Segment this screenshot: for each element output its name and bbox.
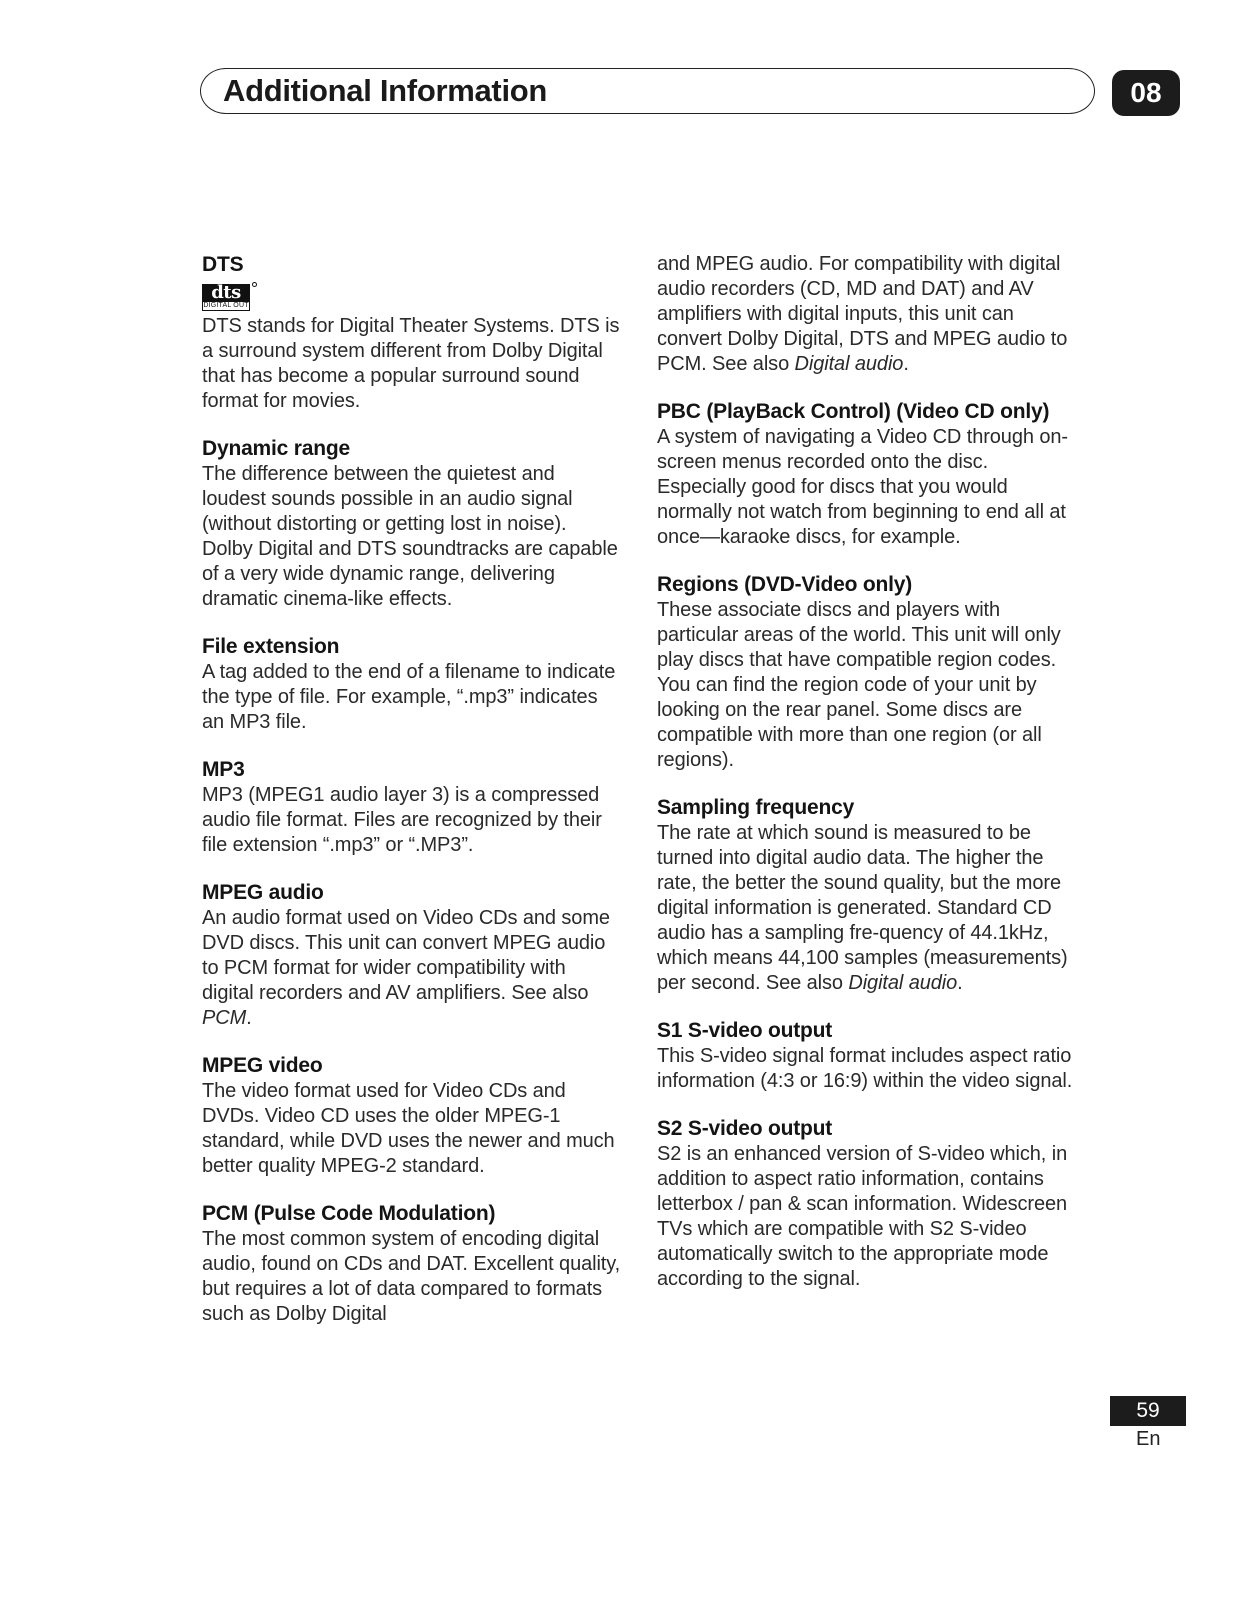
glossary-term: Dynamic range — [202, 437, 350, 460]
definition-punctuation: . — [903, 353, 909, 375]
glossary-definition: S2 is an enhanced version of S-video which, in addition to aspect ratio information, contains letterbox / pan & scan information. Widescreen TVs which are compatible with S2 S-video automatically switch to the appropriate mode according to the signal. — [657, 1143, 1068, 1290]
glossary-entry-regions — [657, 572, 1077, 773]
definition-punctuation: . — [246, 1007, 252, 1029]
glossary-entry-s1-s-video — [657, 1018, 1077, 1094]
glossary-term: Regions (DVD-Video only) — [657, 573, 912, 596]
glossary-definition-container — [202, 906, 622, 1031]
page-number: 59 — [1110, 1396, 1186, 1426]
glossary-entry-file-extension — [202, 634, 622, 735]
glossary-term: MPEG video — [202, 1054, 323, 1077]
glossary-definition: and MPEG audio. For compatibility with digital audio recorders (CD, MD and DAT) and AV amplifiers with digital inputs, this unit can convert Dolby Digital, DTS and MPEG audio to PCM. See also — [657, 253, 1068, 375]
glossary-definition: MP3 (MPEG1 audio layer 3) is a compressed audio file format. Files are recognized by their file extension “.mp3” or “.MP3”. — [202, 784, 602, 856]
glossary-entry-mp3 — [202, 757, 622, 858]
glossary-term: File extension — [202, 635, 340, 658]
glossary-entry-sampling-frequency — [657, 795, 1077, 996]
glossary-definition-container — [657, 821, 1077, 996]
glossary-definition-container — [657, 252, 1077, 377]
glossary-term: MP3 — [202, 758, 245, 781]
glossary-term: S1 S-video output — [657, 1019, 833, 1042]
cross-reference-link[interactable]: PCM — [202, 1007, 247, 1029]
dts-logo-caption: DIGITAL OUT — [203, 302, 249, 309]
definition-punctuation: . — [957, 972, 963, 994]
registered-mark-icon — [252, 282, 257, 287]
glossary-definition: DTS stands for Digital Theater Systems. DTS is a surround system different from Dolby Digital that has become a popular surround sound format for movies. — [202, 315, 620, 412]
glossary-term: PBC (PlayBack Control) (Video CD only) — [657, 400, 1050, 423]
glossary-definition: The difference between the quietest and loudest sounds possible in an audio signal (without distorting or getting lost in noise). Dolby Digital and DTS soundtracks are capable of a very wide dynamic range, delivering dramatic cinema-like effects. — [202, 463, 618, 610]
glossary-term: DTS — [202, 253, 244, 276]
glossary-definition: The most common system of encoding digital audio, found on CDs and DAT. Excellent quality, but requires a lot of data compared to formats such as Dolby Digital — [202, 1228, 621, 1325]
glossary-definition: An audio format used on Video CDs and some DVD discs. This unit can convert MPEG audio to PCM format for wider compatibility with digital recorders and AV amplifiers. See also — [202, 907, 610, 1004]
glossary-definition: This S-video signal format includes aspect ratio information (4:3 or 16:9) within the video signal. — [657, 1045, 1073, 1092]
glossary-entry-dynamic-range — [202, 436, 622, 612]
dts-logo-mark: dts — [202, 284, 250, 302]
dts-digital-out-logo — [202, 284, 250, 311]
glossary-entry-dts — [202, 252, 622, 414]
glossary-definition: These associate discs and players with particular areas of the world. This unit will only play discs that have compatible region codes. You can find the region code of your unit by looking on the rear panel. Some discs are compatible with more than one region (or all regions). — [657, 599, 1061, 771]
chapter-badge: 08 — [1112, 70, 1180, 116]
glossary-entry-pcm — [202, 1201, 622, 1327]
glossary-entry-pcm-continued — [657, 252, 1077, 377]
glossary-right-column — [657, 252, 1077, 1314]
glossary-definition: The rate at which sound is measured to be turned into digital audio data. The higher the rate, the better the sound quality, but the more digital information is generated. Standard CD audio has a sampling fre-quency of 44.1kHz, which means 44,100 samples (measurements) per second. See also — [657, 822, 1068, 994]
glossary-entry-s2-s-video — [657, 1116, 1077, 1292]
glossary-term: PCM (Pulse Code Modulation) — [202, 1202, 496, 1225]
glossary-term: S2 S-video output — [657, 1117, 833, 1140]
glossary-entry-mpeg-video — [202, 1053, 622, 1179]
page-language: En — [1136, 1428, 1161, 1450]
glossary-entry-mpeg-audio — [202, 880, 622, 1031]
glossary-left-column — [202, 252, 622, 1349]
cross-reference-link[interactable]: Digital audio — [848, 972, 958, 994]
section-title: Additional Information — [223, 73, 548, 108]
cross-reference-link[interactable]: Digital audio — [794, 353, 904, 375]
glossary-definition: The video format used for Video CDs and DVDs. Video CD uses the older MPEG-1 standard, while DVD uses the newer and much better quality MPEG-2 standard. — [202, 1080, 615, 1177]
glossary-entry-pbc — [657, 399, 1077, 550]
glossary-term: Sampling frequency — [657, 796, 855, 819]
glossary-definition: A system of navigating a Video CD through on-screen menus recorded onto the disc. Especially good for discs that you would normally not watch from beginning to end all at once—karaoke discs, for example. — [657, 426, 1068, 548]
glossary-definition: A tag added to the end of a filename to indicate the type of file. For example, “.mp3” indicates an MP3 file. — [202, 661, 616, 733]
glossary-term: MPEG audio — [202, 881, 324, 904]
